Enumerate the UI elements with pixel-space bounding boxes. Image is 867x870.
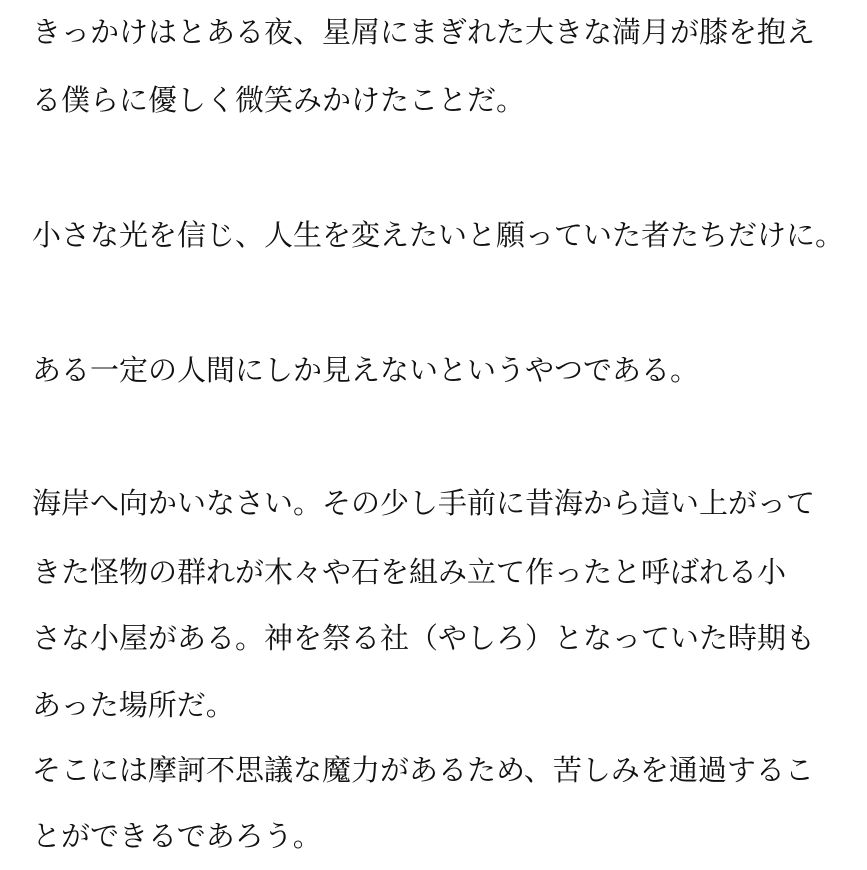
text-line: 小さな光を信じ、人生を変えたいと願っていた者たちだけに。 [32, 218, 845, 252]
text-line: ある一定の人間にしか見えないというやつである。 [32, 353, 700, 387]
text-line: 海岸へ向かいなさい。その少し手前に昔海から這い上がって [32, 486, 816, 520]
text-line: きた怪物の群れが木々や石を組み立て作ったと呼ばれる小 [32, 555, 787, 589]
text-line: とができるであろう。 [32, 819, 322, 853]
text-line: そこには摩訶不思議な魔力があるため、苦しみを通過するこ [32, 753, 814, 787]
text-line: きっかけはとある夜、星屑にまぎれた大きな満月が膝を抱え [32, 15, 816, 49]
text-line: さな小屋がある。神を祭る社（やしろ）となっていた時期も [32, 621, 816, 655]
text-line: る僕らに優しく微笑みかけたことだ。 [32, 83, 526, 117]
text-line: あった場所だ。 [32, 688, 235, 722]
